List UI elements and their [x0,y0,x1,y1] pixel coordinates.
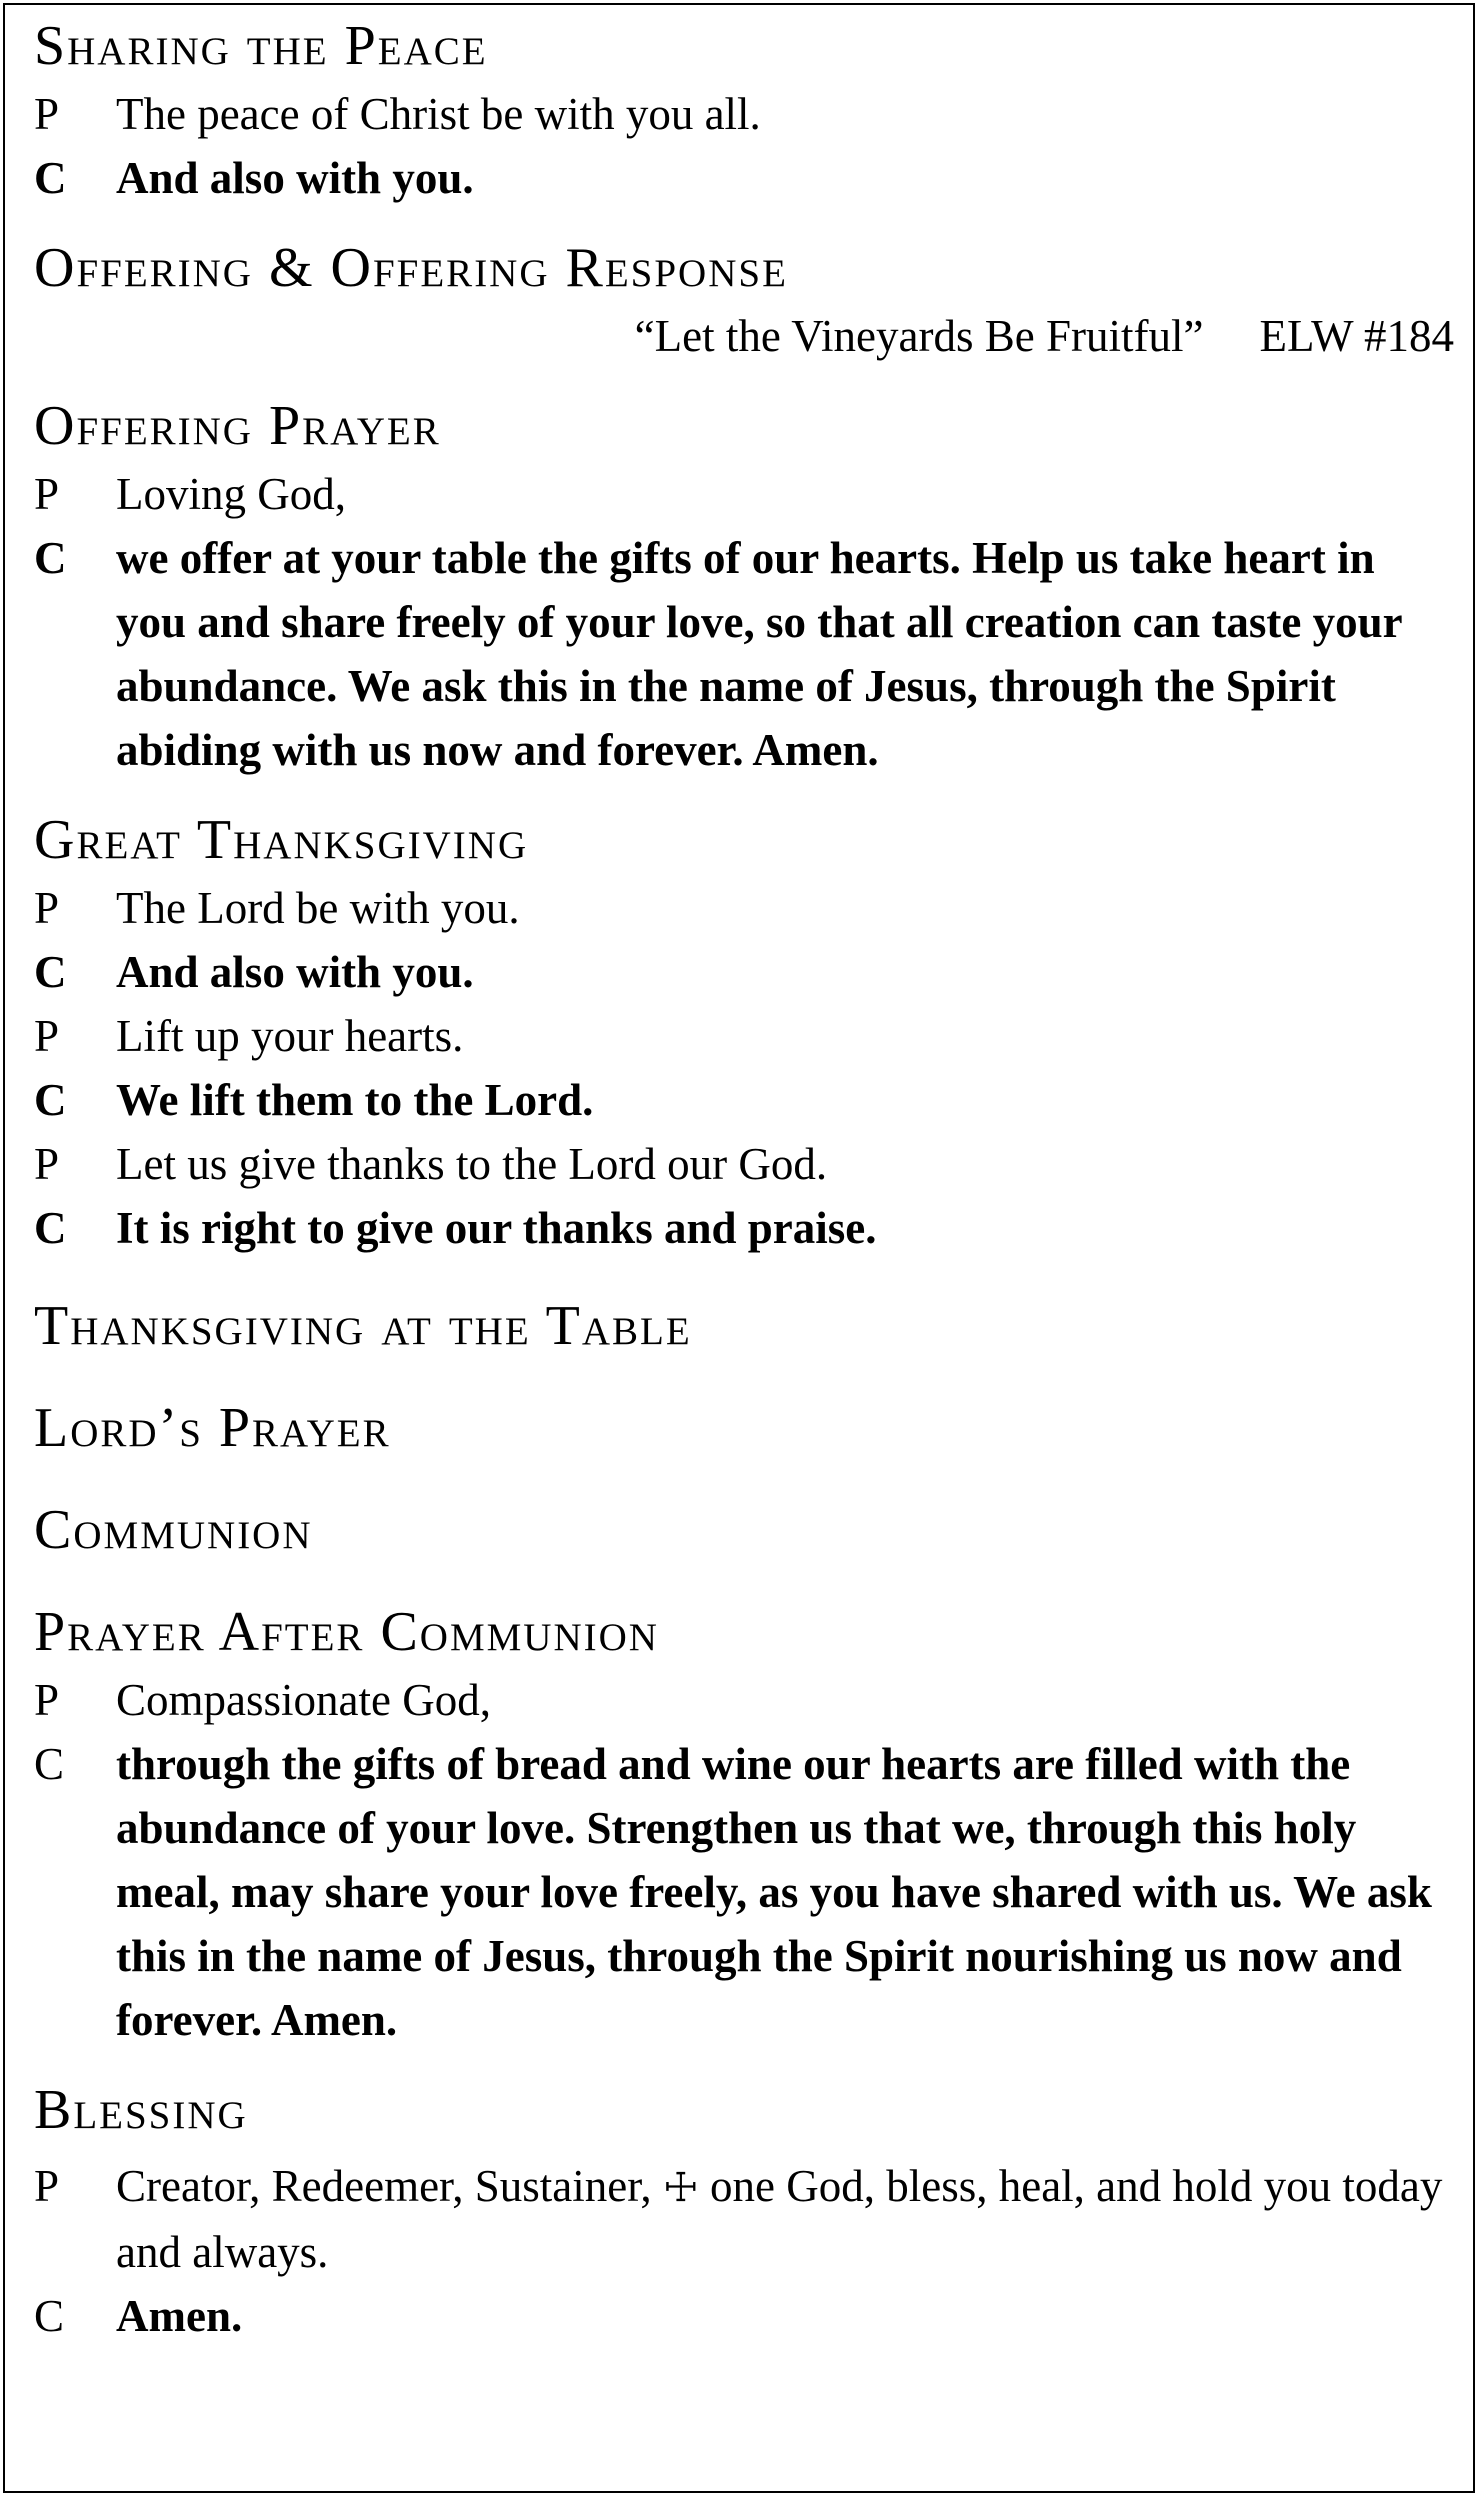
dialogue-line [34,146,1454,210]
speaker-label: C [34,153,67,203]
line-text: We lift them to the Lord. [116,1075,594,1125]
dialogue-line [34,462,1454,526]
section-heading-thanksgiving-table: Thanksgiving at the Table [34,1295,692,1357]
dialogue-line [34,940,1454,1004]
line-text: It is right to give our thanks and praise. [116,1203,877,1253]
line-text: Loving God, [116,469,346,519]
dialogue-line [34,1132,1454,1196]
dialogue-line [34,1068,1454,1132]
hymn-number: ELW #184 [1259,311,1454,361]
line-text [116,2154,1454,2284]
dialogue-line [34,876,1454,940]
section-heading-prayer-after-communion: Prayer After Communion [34,1601,659,1663]
section-heading-offering-response: Offering & Offering Response [34,237,788,299]
speaker-label: C [34,2291,65,2341]
dialogue-line [34,1668,1454,1732]
line-text: And also with you. [116,947,474,997]
section-heading-offering-prayer: Offering Prayer [34,395,441,457]
speaker-label: P [34,1675,60,1725]
dialogue-line [34,1732,1454,2052]
dialogue-line [34,2284,1454,2348]
section-heading-sharing-peace: Sharing the Peace [34,15,488,77]
line-text: we offer at your table the gifts of our hearts. Help us take heart in you and share freely of your love, so that all creation can taste your abundance. We ask this in the name of Jesus, through the Spirit abiding with us now and forever. Amen. [116,533,1402,775]
speaker-label: P [34,89,60,139]
dialogue-line [34,2154,1454,2284]
speaker-label: P [34,1011,60,1061]
dialogue-line [34,82,1454,146]
line-text: Amen. [116,2291,243,2341]
speaker-label: C [34,947,67,997]
line-text: Let us give thanks to the Lord our God. [116,1139,828,1189]
hymn-reference [34,304,1454,368]
hymn-title: “Let the Vineyards Be Fruitful” [634,311,1204,361]
speaker-label: C [34,1739,65,1789]
line-text: The peace of Christ be with you all. [116,89,761,139]
line-text: The Lord be with you. [116,883,520,933]
bulletin-page [34,10,1454,2348]
section-heading-blessing: Blessing [34,2079,248,2141]
cross-icon: ☩ [662,2165,699,2210]
blessing-text-end: one God, bless, heal, and hold you today and always. [116,2161,1443,2277]
blessing-text-start: Creator, Redeemer, Sustainer, [116,2161,652,2211]
speaker-label: C [34,533,67,583]
dialogue-line [34,526,1454,782]
speaker-label: P [34,883,60,933]
speaker-label: C [34,1075,67,1125]
speaker-label: C [34,1203,67,1253]
line-text: And also with you. [116,153,474,203]
line-text: through the gifts of bread and wine our hearts are filled with the abundance of your love. Strengthen us that we, through this holy meal, may share your love freely, as you have shared with us. We ask this in the name of Jesus, through the Spirit nourishing us now and forever. Amen. [116,1739,1432,2045]
dialogue-line [34,1004,1454,1068]
dialogue-line [34,1196,1454,1260]
section-heading-lords-prayer: Lord’s Prayer [34,1397,391,1459]
line-text: Lift up your hearts. [116,1011,464,1061]
speaker-label: P [34,469,60,519]
line-text: Compassionate God, [116,1675,491,1725]
section-heading-communion: Communion [34,1499,313,1561]
speaker-label: P [34,2161,60,2211]
speaker-label: P [34,1139,60,1189]
section-heading-great-thanksgiving: Great Thanksgiving [34,809,529,871]
